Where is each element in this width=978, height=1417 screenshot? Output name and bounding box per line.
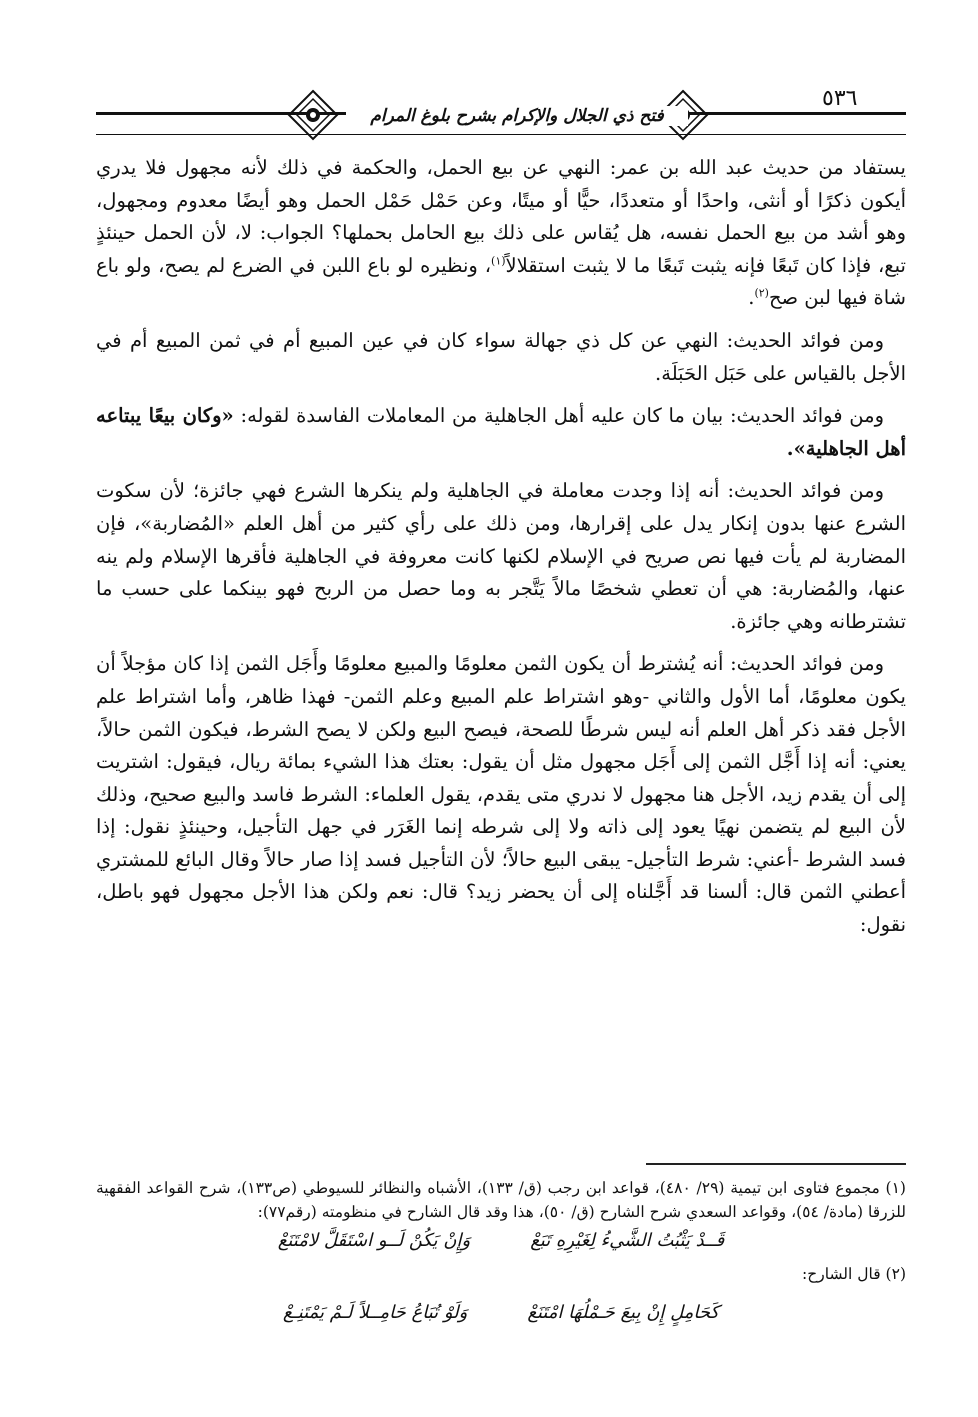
- paragraph-3: [96, 400, 906, 465]
- paragraph-3-text: ومن فوائد الحديث: بيان ما كان عليه أهل الجاهلية من المعاملات الفاسدة لقوله:: [240, 404, 884, 428]
- footnote-ref-2: (٢): [754, 286, 769, 300]
- footnote-2-verse-second-hemistich: وَلَوْ تُبَاعُ حَامِــلاً لَـمْ يَمْتَنِـعْ: [282, 1302, 468, 1323]
- footnote-separator: [646, 1163, 906, 1165]
- paragraph-1-end: .: [748, 286, 755, 310]
- header-rule-bottom: [96, 134, 906, 135]
- paragraph-2: ومن فوائد الحديث: النهي عن كل ذي جهالة سواء كان في عين المبيع أم في ثمن المبيع أم في الأجل بالقياس على حَبَل الحَبَلَة.: [96, 328, 906, 385]
- paragraph-1-continuation: ، ونظيره لو باع اللبن في الضرع لم يصح، ولو باع شاة فيها لبن صح: [96, 253, 906, 310]
- paragraph-5: ومن فوائد الحديث: أنه يُشترط أن يكون الثمن معلومًا والمبيع معلومًا وأَجَل الثمن إذا كان مؤجلاً أن يكون معلومًا، أما الأول والثاني -وهو اشتراط علم المبيع وعلم الثمن- فهذا ظاهر، وأما اشتراط علم الأجل فقد ذكر أهل العلم أنه ليس شرطًا للصحة، فيصح البيع ولكن لا يصح الشرط، فيكون الثمن حالاً، يعني: أنه إذا أَجَّل الثمن إلى أَجَل مجهول مثل أن يقول: بعتك هذا الشيء بمائة ريال، فيقول: اشتريت إلى أن يقدم زيد، الأجل هنا مجهول لا ندري متى يقدم، يقول العلماء: الشرط فاسد والبيع صحيح، وذلك لأن البيع لم يتضمن نهيًا يعود إلى ذاته ولا إلى شرطه إنما الغَرَر في جهل التأجيل، وحينئذٍ نقول: إذا فسد الشرط -أعني: شرط التأجيل- يبقى البيع حالاً؛ لأن التأجيل فسد إذا صار حالاً وقال البائع للمشتري أعطني الثمن قال: ألسنا قد أَجَّلناه إلى أن يحضر زيد؟ قال: نعم ولكن هذا الأجل مجهول فهو باطل، نقول:: [96, 652, 906, 937]
- footnote-1-verse-first-hemistich: قَــدْ يَثْبُتُ الشَّيءُ لِغَيْرِهِ تَبَعْ: [530, 1230, 725, 1251]
- paragraph-4: ومن فوائد الحديث: أنه إذا وجدت معاملة في الجاهلية ولم ينكرها الشرع فهي جائزة؛ لأن سكوت الشرع عنها بدون إنكار يدل على إقرارها، ومن ذلك على رأي كثير من أهل العلم «المُضاربة»، فإن المضاربة لم يأت فيها نص صريح في الإسلام لكنها كانت معروفة في الجاهلية فأقرها الإسلام ولم ينه عنها، والمُضاربة: هي أن تعطي شخصًا مالاً يَتَّجر به وما حصل من الربح فهو بينكما على حسب ما تشترطانه وهي جائزة.: [96, 479, 906, 633]
- main-text: [96, 152, 906, 952]
- footnote-2: (٢) قال الشارح:: [802, 1265, 906, 1283]
- footnote-1: (١) مجموع فتاوى ابن تيمية (٢٩/ ٤٨٠)، قواعد ابن رجب (ق/ ١٣٣)، الأشباه والنظائر للسيوطي (ص١٣٣)، شرح القواعد الفقهية للزرقا (مادة/ ٥٤)، وقواعد السعدي شرح الشارح (ق/ ٥٠)، هذا وقد قال الشارح في منظومته (رقم٧٧):: [96, 1179, 906, 1221]
- paragraph-1-text: يستفاد من حديث عبد الله بن عمر: النهي عن بيع الحمل، والحكمة في ذلك لأنه مجهول فلا يدري أيكون ذكرًا أو أنثى، واحدًا أو متعددًا، حيًّا أو ميتًا، وعن حَمْل حَمْل الحمل وهو أيضًا معدوم ومجهول، وهو أشد من بيع الحمل نفسه، هل يُقاس على ذلك بيع الحامل بحملها؟ الجواب: لا، لأن الحمل حينئذٍ تبع، فإذا كان تَبعًا فإنه يثبت تَبعًا ما لا يثبت استقلالاً: [96, 156, 906, 277]
- footnote-1-verse: [96, 1226, 906, 1256]
- hadith-quote: «وكان بيعًا يبتاعه أهل الجاهلية».: [96, 404, 906, 460]
- paragraph-1: [96, 152, 906, 315]
- header-ornament-left-icon: [286, 88, 340, 142]
- footnotes: [96, 1176, 906, 1334]
- footnote-ref-1: (١): [491, 254, 506, 268]
- page-number: ٥٣٦: [822, 86, 858, 111]
- footnote-2-verse: [96, 1298, 906, 1328]
- footnote-1-verse-second-hemistich: وَإِنْ يَكُنْ لَــو اسْتَقَلَّ لامْتَنَعْ: [277, 1230, 471, 1251]
- running-title: فتح ذي الجلال والإكرام بشرح بلوغ المرام: [346, 106, 688, 126]
- footnote-2-verse-first-hemistich: كَحَامِلٍ إِنْ بِيعَ حَـمْلُهَا امْتَنَعْ: [527, 1302, 720, 1323]
- page-header: [96, 82, 906, 144]
